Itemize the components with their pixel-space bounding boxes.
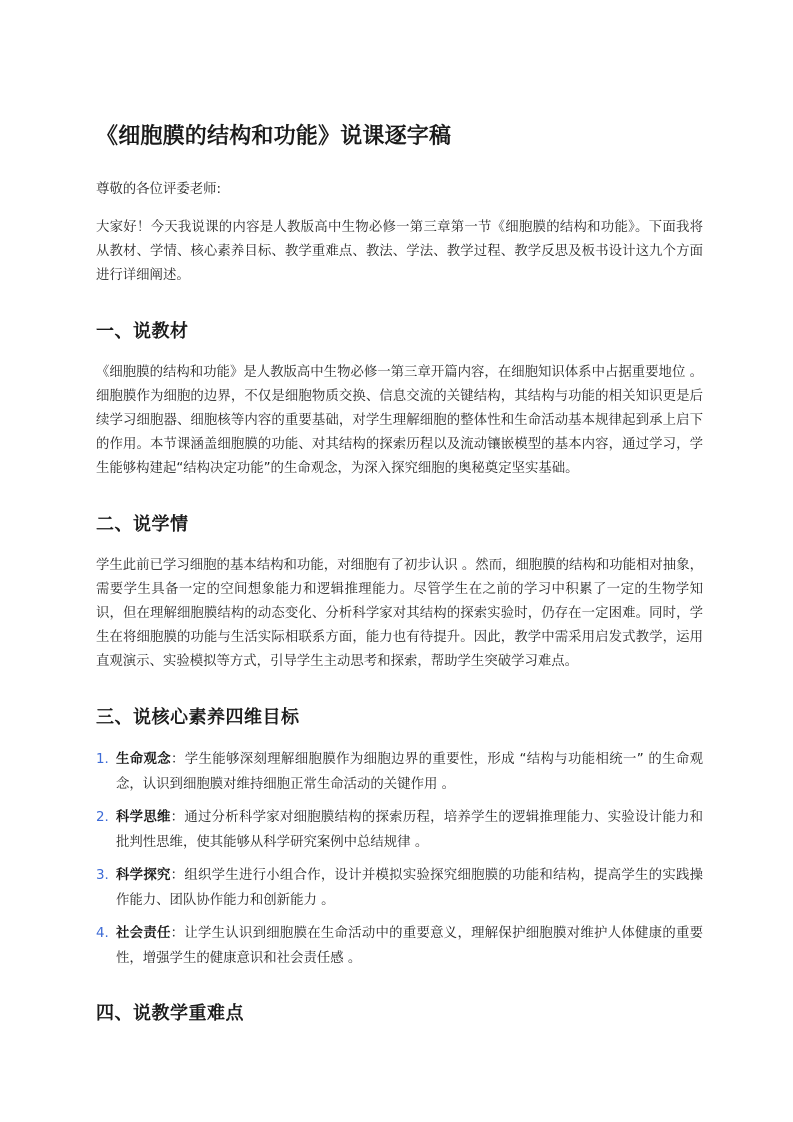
section-body-students: 学生此前已学习细胞的基本结构和功能，对细胞有了初步认识 。然而，细胞膜的结构和功能相对抽象，需要学生具备一定的空间想象能力和逻辑推理能力。尽管学生在之前的学习中积累了一定的生物学知识，但在理解细胞膜结构的动态变化、分析科学家对其结构的探索实验时，仍存在一定困难。同时，学生在将细胞膜的功能与生活实际相联系方面，能力也有待提升。因此，教学中需采用启发式教学，运用直观演示、实验模拟等方式，引导学生主动思考和探索，帮助学生突破学习难点。 <box>96 557 703 670</box>
goal-text: 学生能够深刻理解细胞膜作为细胞边界的重要性，形成 “结构与功能相统一” 的生命观念，认识到细胞膜对维持细胞正常生命活动的关键作用 。 <box>116 751 704 792</box>
list-item <box>96 805 703 855</box>
goal-text: 通过分析科学家对细胞膜结构的探索历程，培养学生的逻辑推理能力、实验设计能力和批判性思维，使其能够从科学研究案例中总结规律 。 <box>116 809 704 850</box>
goals-list <box>96 747 703 971</box>
list-number: 1. <box>96 751 109 767</box>
section-heading-goals: 三、说核心素养四维目标 <box>96 706 300 728</box>
list-item <box>96 747 703 797</box>
list-item <box>96 921 703 971</box>
intro-paragraph: 大家好！今天我说课的内容是人教版高中生物必修一第三章第一节《细胞膜的结构和功能》。下面我将从教材、学情、核心素养目标、教学重难点、教法、学法、教学过程、教学反思及板书设计这九个方面进行详细阐述。 <box>96 220 703 284</box>
section-heading-key-points: 四、说教学重难点 <box>96 1002 244 1024</box>
list-number: 3. <box>96 867 109 883</box>
list-item <box>96 863 703 913</box>
goal-text: 组织学生进行小组合作，设计并模拟实验探究细胞膜的功能和结构，提高学生的实践操作能力、团队协作能力和创新能力 。 <box>116 867 704 908</box>
goal-term: 科学思维 <box>116 809 171 825</box>
section-heading-textbook: 一、说教材 <box>96 320 189 342</box>
goal-term: 生命观念 <box>116 751 172 767</box>
document-page <box>96 118 703 1043</box>
goal-term: 社会责任 <box>116 925 171 941</box>
document-title: 《细胞膜的结构和功能》说课逐字稿 <box>96 124 452 149</box>
goal-text: 让学生认识到细胞膜在生命活动中的重要意义，理解保护细胞膜对维护人体健康的重要性，增强学生的健康意识和社会责任感 。 <box>116 925 704 966</box>
goal-separator: ： <box>170 925 185 941</box>
section-heading-students: 二、说学情 <box>96 513 189 535</box>
goal-separator: ： <box>170 867 185 883</box>
list-number: 4. <box>96 925 109 941</box>
goal-term: 科学探究 <box>116 867 171 883</box>
goal-separator: ： <box>171 751 185 767</box>
list-number: 2. <box>96 809 109 825</box>
section-body-textbook: 《细胞膜的结构和功能》是人教版高中生物必修一第三章开篇内容，在细胞知识体系中占据重要地位 。细胞膜作为细胞的边界，不仅是细胞物质交换、信息交流的关键结构，其结构与功能的相关知识更是后续学习细胞器、细胞核等内容的重要基础，对学生理解细胞的整体性和生命活动基本规律起到承上启下的作用。本节课涵盖细胞膜的功能、对其结构的探索历程以及流动镶嵌模型的基本内容，通过学习，学生能够构建起“结构决定功能”的生命观念，为深入探究细胞的奥秘奠定坚实基础。 <box>96 364 703 477</box>
greeting: 尊敬的各位评委老师: <box>96 182 222 197</box>
goal-separator: ： <box>170 809 185 825</box>
